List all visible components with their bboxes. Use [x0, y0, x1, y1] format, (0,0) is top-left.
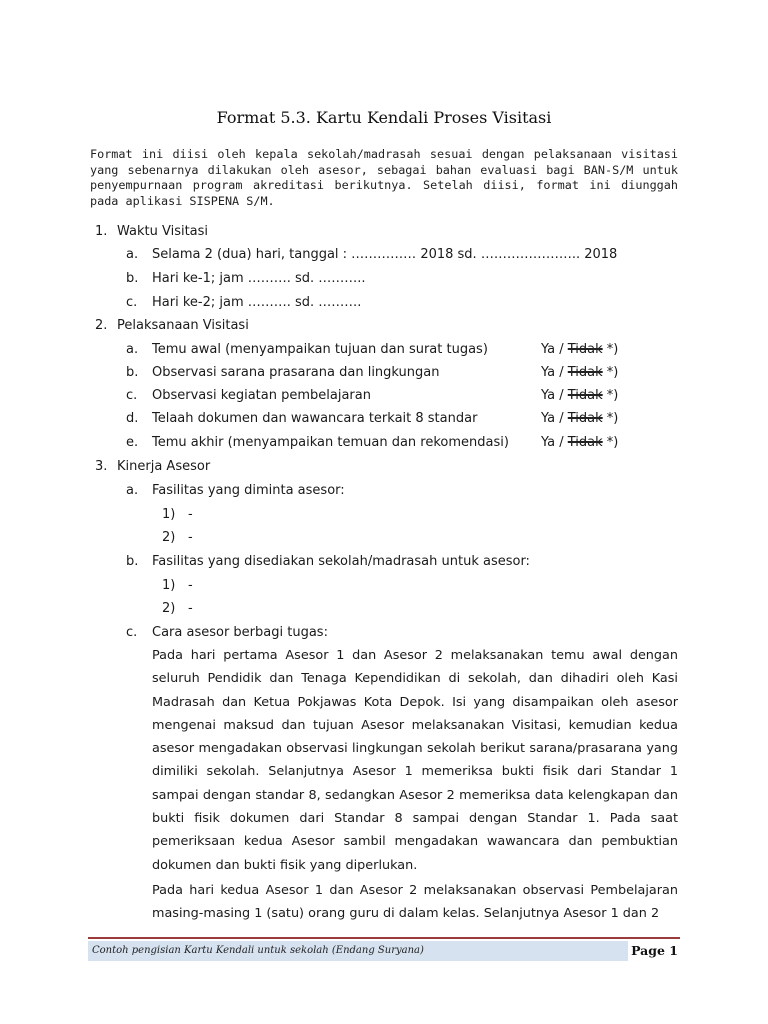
ya-tidak-choice: Ya / Tidak *) [541, 342, 619, 357]
s3-b-sub-2: 2) - [162, 601, 193, 616]
ya-tidak-choice: Ya / Tidak *) [541, 411, 619, 426]
s3-item-b: b. Fasilitas yang disediakan sekolah/madrasah untuk asesor: [126, 554, 530, 569]
s1-item-b: b. Hari ke-1; jam ………. sd. ……….. [126, 271, 366, 286]
page-number: Page 1 [631, 943, 678, 958]
ya-tidak-choice: Ya / Tidak *) [541, 388, 619, 403]
s3-b-sub-1: 1) - [162, 578, 193, 593]
section-2-heading [95, 317, 249, 335]
document-page: Format 5.3. Kartu Kendali Proses Visitasi Format ini diisi oleh kepala sekolah/madrasah sesuai dengan pelaksanaan visitasi yang sebenarnya dilakukan oleh asesor, sebagai bahan evaluasi bagi BAN-S/M untuk penyempurnaan program akreditasi berikutnya. Setelah diisi, format ini diunggah pada aplikasi SISPENA S/M. 1. Waktu Visitasi a. Selama 2 (dua) hari, tanggal : …………… 2018 sd. ………………….. 2018 b. Hari ke-1; jam ………. sd. ……….. c. Hari ke-2; jam ………. sd. ………. 2. Pelaksanaan Visitasi a. Temu awal (menyampaikan tujuan dan surat tugas) Ya / Tidak *) b. Observasi sarana prasarana dan lingkungan Ya / Tidak *) c. Observasi kegiatan pembelajaran Ya / Tidak *) d. Telaah dokumen dan wawancara terkait 8 standar Ya / Tidak *) e. Temu akhir (menyampaikan temuan dan rekomendasi) Ya / Tidak *) 3. Kinerja Asesor a. Fasilitas yang diminta asesor: 1) - 2) - b. Fasilitas yang disediakan sekolah/madrasah untuk asesor: 1) - 2) - c. Cara asesor berbagi tugas: Pada hari pertama Asesor 1 dan Asesor 2 melaksanakan temu awal dengan seluruh Pendidik dan Tenaga Kependidikan di sekolah, dan dihadiri oleh Kasi Madrasah dan Ketua Pokjawas Kota Depok. Isi yang disampaikan oleh asesor mengenai maksud dan tujuan Asesor melaksanakan Visitasi, kemudian kedua asesor mengadakan observasi lingkungan sekolah berikut sarana/prasarana yang dimiliki sekolah. Selanjutnya Asesor 1 memeriksa bukti fisik dari Standar 1 sampai dengan standar 8, sedangkan Asesor 2 memeriksa data kelengkapan dan bukti fisik dokumen dari Standar 8 sampai dengan Standar 1. Pada saat pemeriksaan kedua Asesor sambil mengadakan wawancara dan pembuktian dokumen dan bukti fisik yang diperlukan. Pada hari kedua Asesor 1 dan Asesor 2 melaksanakan observasi Pembelajaran masing-masing 1 (satu) orang guru di dalam kelas. Selanjutnya Asesor 1 dan 2 Contoh pengisian Kartu Kendali untuk sekolah (Endang Suryana) Page 1 [0, 0, 768, 1024]
ya-tidak-choice: Ya / Tidak *) [541, 365, 619, 380]
section-3-heading [95, 458, 211, 476]
section-2-number: 2. [95, 318, 108, 333]
s3-item-a: a. Fasilitas yang diminta asesor: [126, 483, 345, 498]
section-1-heading [95, 223, 209, 241]
section-2-title: Pelaksanaan Visitasi [117, 318, 249, 333]
ya-tidak-choice: Ya / Tidak *) [541, 435, 619, 450]
section-1-title: Waktu Visitasi [117, 224, 209, 239]
section-3-title: Kinerja Asesor [117, 459, 211, 474]
s3-item-c: c. Cara asesor berbagi tugas: [126, 625, 328, 640]
intro-paragraph: Format ini diisi oleh kepala sekolah/madrasah sesuai dengan pelaksanaan visitasi yang sebenarnya dilakukan oleh asesor, sebagai bahan evaluasi bagi BAN-S/M untuk penyempurnaan program akreditasi berikutnya. Setelah diisi, format ini diunggah pada aplikasi SISPENA S/M. [90, 147, 678, 208]
task-sharing-paragraph-1: Pada hari pertama Asesor 1 dan Asesor 2 melaksanakan temu awal dengan seluruh Pendidik dan Tenaga Kependidikan di sekolah, dan dihadiri oleh Kasi Madrasah dan Ketua Pokjawas Kota Depok. Isi yang disampaikan oleh asesor mengenai maksud dan tujuan Asesor melaksanakan Visitasi, kemudian kedua asesor mengadakan observasi lingkungan sekolah berikut sarana/prasarana yang dimiliki sekolah. Selanjutnya Asesor 1 memeriksa bukti fisik dari Standar 1 sampai dengan standar 8, sedangkan Asesor 2 memeriksa data kelengkapan dan bukti fisik dokumen dari Standar 8 sampai dengan Standar 1. Pada saat pemeriksaan kedua Asesor sambil mengadakan wawancara dan pembuktian dokumen dan bukti fisik yang diperlukan. [152, 648, 678, 873]
s1-item-a: a. Selama 2 (dua) hari, tanggal : …………… 2018 sd. ………………….. 2018 [126, 247, 618, 262]
s3-a-sub-2: 2) - [162, 530, 193, 545]
footer-text: Contoh pengisian Kartu Kendali untuk sekolah (Endang Suryana) [92, 945, 424, 956]
document-title: Format 5.3. Kartu Kendali Proses Visitasi [216, 108, 552, 127]
s1-item-c: c. Hari ke-2; jam ………. sd. ………. [126, 295, 362, 310]
footer-divider [88, 937, 680, 939]
s3-a-sub-1: 1) - [162, 507, 193, 522]
section-1-number: 1. [95, 224, 108, 239]
task-sharing-paragraph-2: Pada hari kedua Asesor 1 dan Asesor 2 melaksanakan observasi Pembelajaran masing-masing 1 (satu) orang guru di dalam kelas. Selanjutnya Asesor 1 dan 2 [152, 883, 678, 922]
section-3-number: 3. [95, 459, 108, 474]
